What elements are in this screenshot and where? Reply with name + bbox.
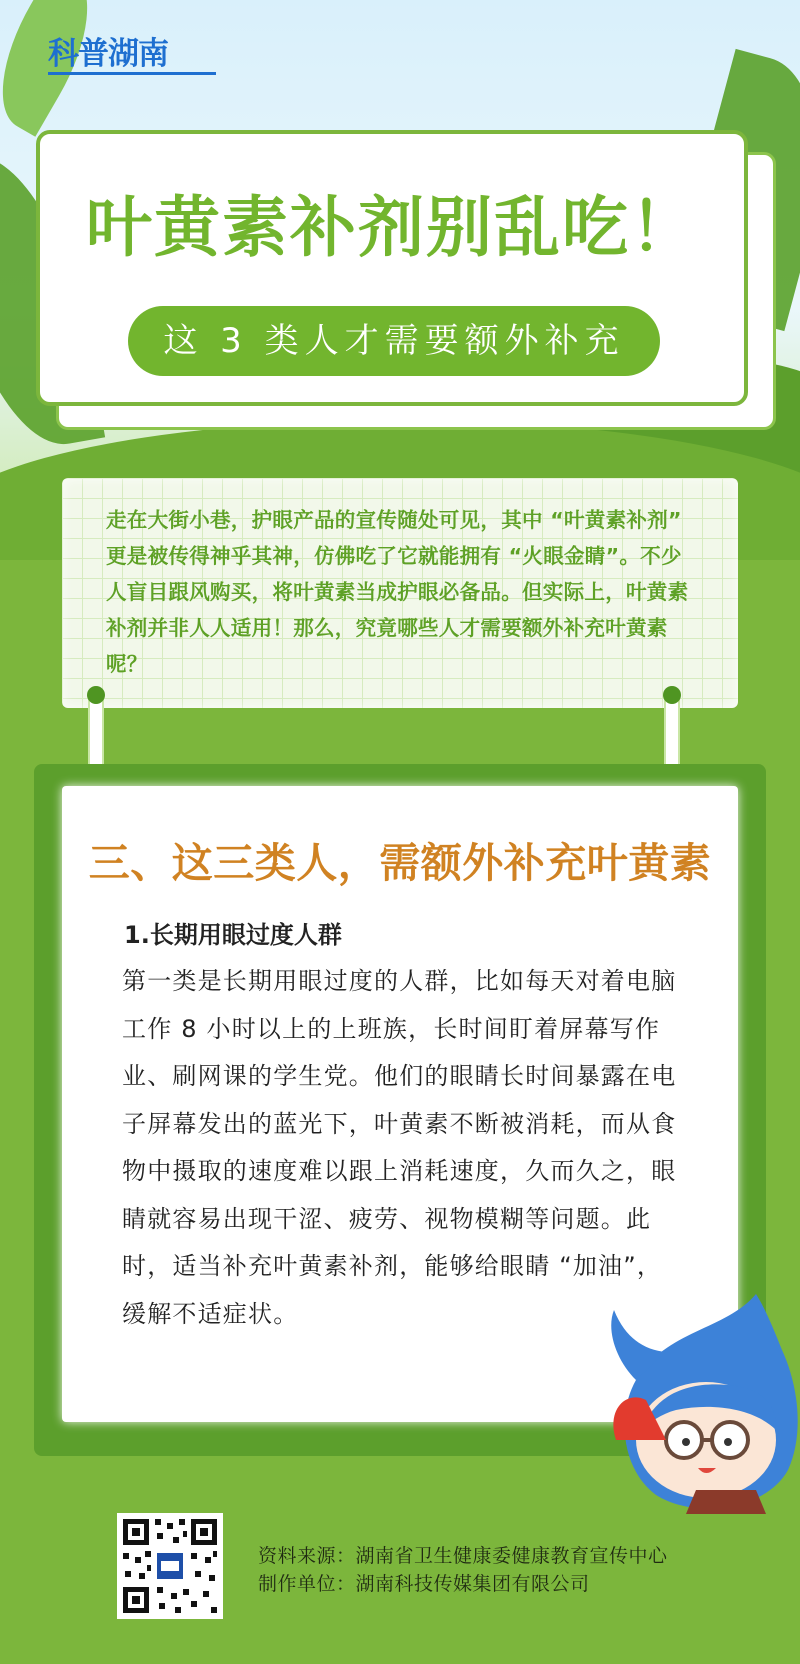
footer-producer: 制作单位：湖南科技传媒集团有限公司 — [258, 1573, 590, 1595]
connector-knob — [87, 686, 105, 704]
logo-underline — [48, 72, 216, 75]
intro-text: 走在大街小巷，护眼产品的宣传随处可见，其中 “叶黄素补剂” 更是被传得神乎其神，仿佛吃了它就能拥有 “火眼金睛”。不少人盲目跟风购买，将叶黄素当成护眼必备品。但实际上，叶黄素补剂并非人人适用！那么，究竟哪些人才需要额外补充叶黄素呢？ — [106, 508, 689, 676]
qr-code — [117, 1513, 223, 1619]
section-title: 三、这三类人，需额外补充叶黄素 — [88, 839, 712, 887]
page-title: 叶黄素补剂别乱吃！ — [86, 189, 698, 266]
subtitle-text: 这 3 类人才需要额外补充 — [163, 321, 625, 361]
logo-text-kepu: 科普 — [48, 36, 108, 72]
footer-source: 资料来源：湖南省卫生健康委健康教育宣传中心 — [258, 1545, 668, 1567]
section-subheading: 1.长期用眼过度人群 — [124, 921, 342, 949]
mascot-illustration — [606, 1290, 800, 1514]
connector-knob — [663, 686, 681, 704]
section-body: 第一类是长期用眼过度的人群，比如每天对着电脑工作 8 小时以上的上班族，长时间盯着屏幕写作业、刷网课的学生党。他们的眼睛长时间暴露在电子屏幕发出的蓝光下，叶黄素不断被消耗，而从食物中摄取的速度难以跟上消耗速度，久而久之，眼睛就容易出现干涩、疲劳、视物模糊等问题。此时，适当补充叶黄素补剂，能够给眼睛 “加油”，缓解不适症状。 — [122, 967, 677, 1328]
logo-text-hunan: 湖南 — [108, 36, 168, 72]
